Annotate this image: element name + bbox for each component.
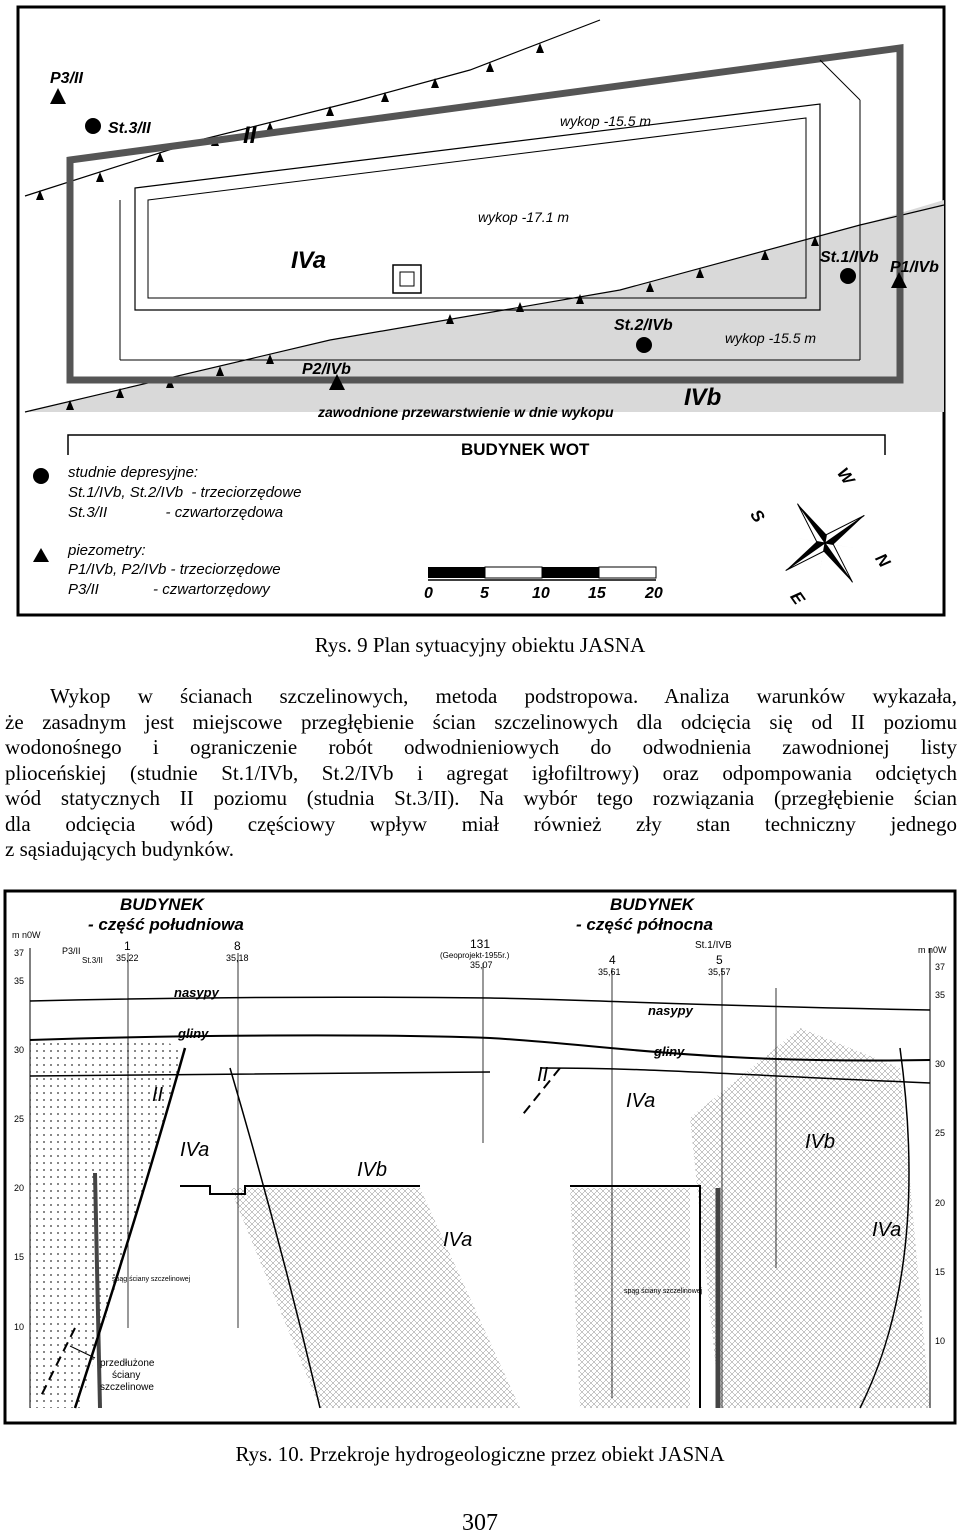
borehole-1-id: 1 bbox=[124, 939, 131, 953]
compass-n: N bbox=[871, 549, 894, 571]
small-label-st3: St.3/II bbox=[82, 956, 103, 965]
axis-unit-left: m n0W bbox=[12, 930, 41, 940]
well-st2-icon bbox=[636, 337, 652, 353]
label-wykop1: wykop -15.5 m bbox=[560, 113, 652, 129]
label-zone-II: II bbox=[243, 122, 257, 149]
spag-right: spąg ściany szczelinowej bbox=[624, 1288, 703, 1295]
title-right-1: BUDYNEK bbox=[610, 895, 695, 914]
tick-right-10: 10 bbox=[935, 1336, 946, 1346]
legend-piez-line1: P1/IVb, P2/IVb - trzeciorzędowe bbox=[68, 561, 281, 578]
tick-right-35: 35 bbox=[935, 990, 946, 1000]
label-p3: P3/II bbox=[50, 70, 83, 87]
compass-w: W bbox=[833, 464, 858, 489]
legend-wells-line1: St.1/IVb, St.2/IVb - trzeciorzędowe bbox=[68, 484, 302, 501]
label-wet-layer: zawodnione przewarstwienie w dnie wykopu bbox=[318, 404, 614, 420]
label-p2: P2/IVb bbox=[302, 361, 351, 378]
paragraph-line: wodonośnego i ograniczenie robót odwodnieniowych do odwodnienia zawodnionej listy bbox=[5, 735, 957, 759]
borehole-5-id: 5 bbox=[716, 953, 723, 967]
title-left-1: BUDYNEK bbox=[120, 895, 205, 914]
small-label-st1: St.1/IVB bbox=[695, 940, 732, 951]
legend-wells-line2: St.3/II - czwartorzędowa bbox=[68, 504, 284, 521]
tick-right-37: 37 bbox=[935, 962, 946, 972]
small-label-p3: P3/II bbox=[62, 946, 81, 956]
paragraph-line: z sąsiadujących budynków. bbox=[5, 837, 234, 861]
label-st3: St.3/II bbox=[108, 120, 151, 137]
annotation-line1: przedłużone bbox=[100, 1358, 155, 1369]
scale-5: 5 bbox=[480, 585, 489, 602]
tick-left-20: 20 bbox=[14, 1183, 25, 1193]
layer-gliny-left: gliny bbox=[178, 1026, 209, 1041]
page-number: 307 bbox=[462, 1510, 498, 1536]
layer-IVa-right-bottom: IVa bbox=[872, 1219, 902, 1241]
scale-20: 20 bbox=[645, 585, 663, 602]
label-st1: St.1/IVb bbox=[820, 249, 879, 266]
label-p1: P1/IVb bbox=[890, 259, 939, 276]
well-st3-icon bbox=[85, 118, 101, 134]
scale-10: 10 bbox=[532, 585, 550, 602]
scale-15: 15 bbox=[588, 585, 606, 602]
borehole-8-id: 8 bbox=[234, 939, 241, 953]
borehole-131-elev: 35,07 bbox=[470, 960, 493, 970]
borehole-1-elev: 35,22 bbox=[116, 953, 139, 963]
borehole-8-elev: 35,18 bbox=[226, 953, 249, 963]
label-st2: St.2/IVb bbox=[614, 317, 673, 334]
body-paragraph bbox=[5, 684, 957, 863]
layer-II-right: II bbox=[537, 1064, 549, 1086]
legend-piez-title: piezometry: bbox=[68, 542, 146, 559]
scale-0: 0 bbox=[424, 585, 433, 602]
layer-gliny-right: gliny bbox=[654, 1044, 685, 1059]
label-budynek-wot: BUDYNEK WOT bbox=[461, 440, 590, 459]
paragraph-line: wód statycznych II poziomu (studnia St.3/II). Na wybór tego rozwiązania (przegłębienie ścian bbox=[5, 786, 957, 810]
label-wykop3: wykop -15.5 m bbox=[725, 330, 817, 346]
label-zone-IVb: IVb bbox=[684, 384, 722, 411]
tick-left-30: 30 bbox=[14, 1045, 25, 1055]
layer-IVa-right-top: IVa bbox=[626, 1090, 656, 1112]
paragraph-line: dla odcięcia wód) częściowy wpływ miał również zły stan techniczny jednego bbox=[5, 811, 957, 836]
label-zone-IVa: IVa bbox=[291, 247, 327, 274]
tick-right-20: 20 bbox=[935, 1198, 946, 1208]
legend-wells-title: studnie depresyjne: bbox=[68, 464, 199, 481]
legend-piez-line2: P3/II - czwartorzędowy bbox=[68, 581, 270, 598]
tick-right-25: 25 bbox=[935, 1128, 946, 1138]
axis-unit-right: m n0W bbox=[918, 945, 947, 955]
borehole-131-note: (Geoprojekt-1955r.) bbox=[440, 951, 510, 960]
tick-left-37: 37 bbox=[14, 948, 25, 958]
borehole-131-id: 131 bbox=[470, 937, 491, 951]
layer-IVb-right: IVb bbox=[805, 1131, 836, 1153]
figure1-caption: Rys. 9 Plan sytuacyjny obiektu JASNA bbox=[314, 633, 646, 657]
paragraph-line: Wykop w ścianach szczelinowych, metoda podstropowa. Analiza warunków wykazała, bbox=[50, 684, 957, 708]
annotation-line2: ściany bbox=[112, 1370, 141, 1381]
tick-left-10: 10 bbox=[14, 1322, 25, 1332]
paragraph-line: plioceńskiej (studnie St.1/IVb, St.2/IVb i agregat igłofiltrowy) oraz odpompowania odciętych bbox=[5, 760, 957, 785]
tick-left-15: 15 bbox=[14, 1252, 25, 1262]
title-left-2: - część południowa bbox=[88, 915, 244, 934]
layer-II-left: II bbox=[152, 1084, 164, 1106]
spag-left: spąg ściany szczelinowej bbox=[112, 1276, 191, 1283]
compass-s: S bbox=[746, 505, 769, 527]
site-plan-figure bbox=[0, 0, 960, 625]
cross-section-figure bbox=[0, 888, 960, 1428]
paragraph-line: że zasadnym jest miejscowe przegłębienie ścian szczelinowych dla odcięcia się od II poziomu bbox=[5, 709, 957, 734]
tick-right-30: 30 bbox=[935, 1059, 946, 1069]
figure2-caption: Rys. 10. Przekroje hydrogeologiczne przez obiekt JASNA bbox=[235, 1442, 725, 1466]
annotation-line3: szczelinowe bbox=[100, 1382, 154, 1393]
borehole-4-id: 4 bbox=[609, 953, 616, 967]
borehole-4-elev: 35,61 bbox=[598, 967, 621, 977]
title-right-2: - część północna bbox=[576, 915, 713, 934]
compass-e: E bbox=[786, 587, 809, 609]
tick-right-15: 15 bbox=[935, 1267, 946, 1277]
tick-left-35: 35 bbox=[14, 976, 25, 986]
legend-well-icon bbox=[33, 468, 49, 484]
layer-nasypy-left: nasypy bbox=[174, 985, 219, 1000]
label-wykop2: wykop -17.1 m bbox=[478, 209, 570, 225]
layer-nasypy-right: nasypy bbox=[648, 1003, 693, 1018]
layer-IVa-left: IVa bbox=[180, 1139, 210, 1161]
column-square bbox=[393, 265, 421, 293]
tick-left-25: 25 bbox=[14, 1114, 25, 1124]
well-st1-icon bbox=[840, 268, 856, 284]
layer-IVa-left-bottom: IVa bbox=[443, 1229, 473, 1251]
borehole-5-elev: 35,57 bbox=[708, 967, 731, 977]
layer-IVb-left: IVb bbox=[357, 1159, 388, 1181]
